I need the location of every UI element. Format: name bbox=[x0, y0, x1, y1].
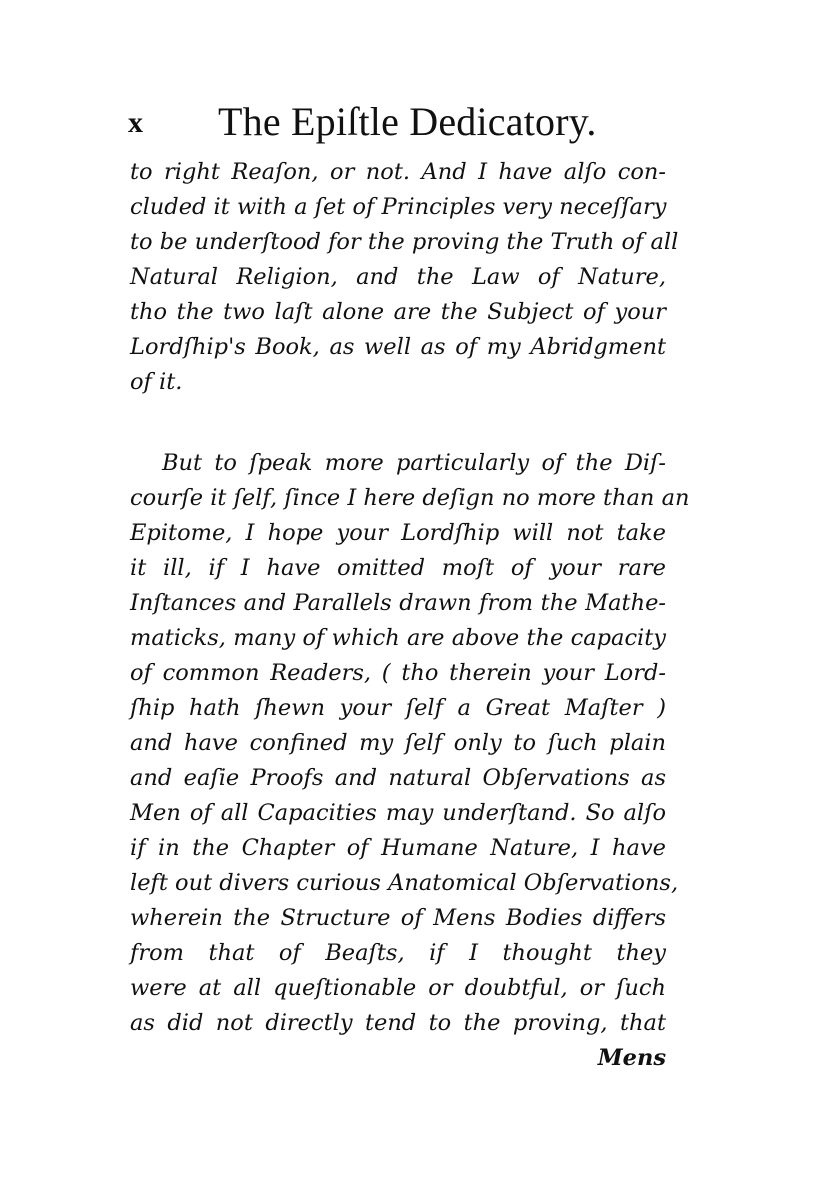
catchword: Mens bbox=[597, 1045, 666, 1071]
text-line: courſe it ſelf, ſince I here deſign no more than an bbox=[130, 485, 690, 511]
text-line: cluded it with a ſet of Principles very neceſſary bbox=[130, 194, 667, 220]
text-line: tho the two laſt alone are the Subject of your bbox=[130, 299, 666, 325]
text-line: to right Reaſon, or not. And I have alſo con- bbox=[130, 159, 666, 185]
text-line: But to ſpeak more particularly of the Diſ- bbox=[162, 450, 666, 476]
text-line: wherein the Structure of Mens Bodies differs bbox=[130, 905, 666, 931]
text-line: it ill, if I have omitted moſt of your rare bbox=[130, 555, 666, 581]
text-line: as did not directly tend to the proving, that bbox=[130, 1010, 666, 1036]
text-line: of common Readers, ( tho therein your Lord- bbox=[130, 660, 666, 686]
text-line: Epitome, I hope your Lordſhip will not take bbox=[130, 520, 666, 546]
text-line: of it. bbox=[130, 369, 183, 395]
text-line: and eaſie Proofs and natural Obſervations as bbox=[130, 765, 666, 791]
body-text bbox=[130, 155, 690, 1076]
paragraph-2 bbox=[130, 446, 690, 1041]
text-line: Natural Religion, and the Law of Nature, bbox=[130, 264, 666, 290]
text-line: ſhip hath ſhewn your ſelf a Great Maſter ) bbox=[130, 695, 666, 721]
page-number: x bbox=[128, 106, 144, 139]
text-line: Lordſhip's Book, as well as of my Abridgment bbox=[130, 334, 666, 360]
text-line: were at all queſtionable or doubtful, or ſuch bbox=[130, 975, 666, 1001]
paragraph-1 bbox=[130, 155, 679, 400]
text-line: maticks, many of which are above the capacity bbox=[130, 625, 666, 651]
text-line: left out divers curious Anatomical Obſervations, bbox=[130, 870, 679, 896]
text-line: if in the Chapter of Humane Nature, I have bbox=[130, 835, 666, 861]
text-line: and have confined my ſelf only to ſuch plain bbox=[130, 730, 666, 756]
text-line: Inſtances and Parallels drawn from the Mathe- bbox=[130, 590, 666, 616]
text-line: to be underſtood for the proving the Truth of all bbox=[130, 229, 679, 255]
text-line: from that of Beaſts, if I thought they bbox=[130, 940, 666, 966]
page-title: The Epiſtle Dedicatory. bbox=[218, 99, 597, 144]
text-line: Men of all Capacities may underſtand. So alſo bbox=[130, 800, 666, 826]
running-head bbox=[128, 98, 688, 158]
paragraph-spacer bbox=[130, 400, 666, 446]
